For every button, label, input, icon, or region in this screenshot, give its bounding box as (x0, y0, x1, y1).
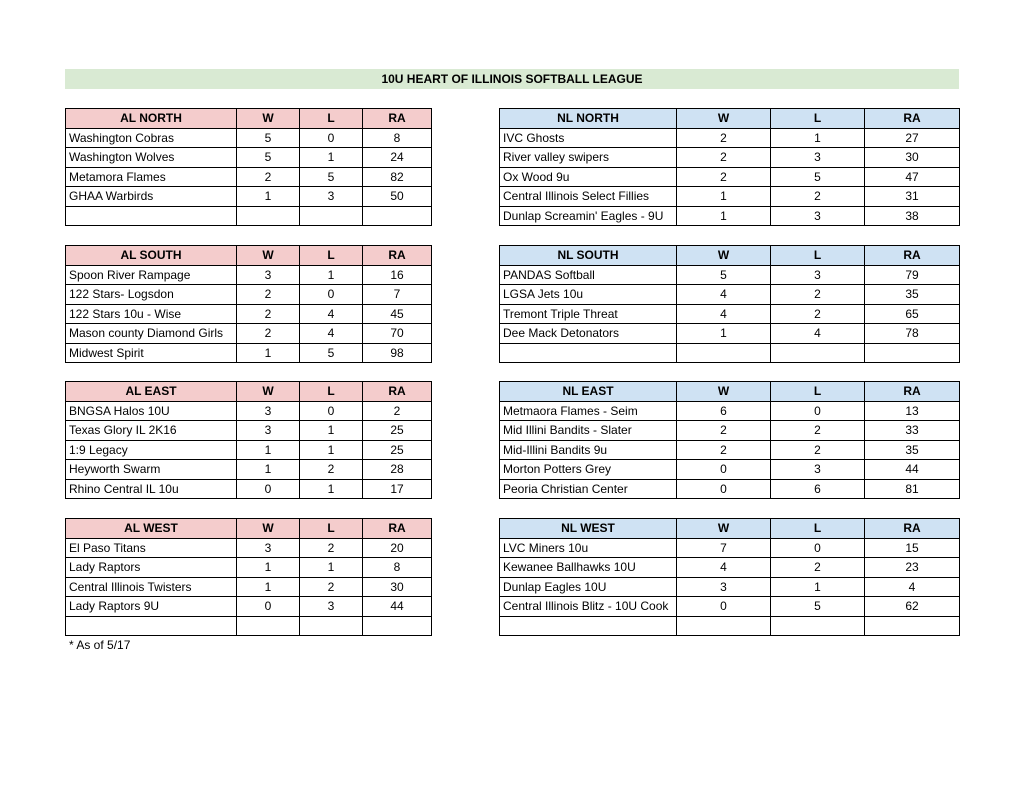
column-header-l: L (300, 519, 363, 539)
table-row (500, 597, 960, 617)
column-header-l: L (300, 246, 363, 266)
team-name-cell: Mid Illini Bandits - Slater (500, 421, 677, 441)
runs-allowed-cell: 31 (865, 187, 960, 207)
team-name-cell: Mason county Diamond Girls (66, 324, 237, 344)
losses-cell: 2 (300, 538, 363, 558)
losses-cell: 0 (771, 538, 865, 558)
division-table-nl-south (499, 245, 960, 363)
wins-cell: 2 (237, 167, 300, 187)
team-name-cell: El Paso Titans (66, 538, 237, 558)
team-name-cell (500, 616, 677, 636)
table-row (500, 148, 960, 168)
losses-cell: 1 (771, 577, 865, 597)
team-name-cell: 122 Stars 10u - Wise (66, 304, 237, 324)
division-table-al-west (65, 518, 432, 636)
team-name-cell: PANDAS Softball (500, 265, 677, 285)
losses-cell: 3 (300, 187, 363, 207)
table-row (66, 324, 432, 344)
runs-allowed-cell: 23 (865, 558, 960, 578)
losses-cell: 1 (771, 128, 865, 148)
wins-cell: 0 (677, 597, 771, 617)
runs-allowed-cell: 78 (865, 324, 960, 344)
runs-allowed-cell: 45 (363, 304, 432, 324)
column-header-ra: RA (363, 246, 432, 266)
table-row (66, 558, 432, 578)
table-row (500, 265, 960, 285)
wins-cell: 1 (237, 440, 300, 460)
wins-cell: 7 (677, 538, 771, 558)
team-name-cell: LVC Miners 10u (500, 538, 677, 558)
wins-cell: 2 (237, 285, 300, 305)
column-header-ra: RA (363, 519, 432, 539)
team-name-cell: IVC Ghosts (500, 128, 677, 148)
team-name-cell: Spoon River Rampage (66, 265, 237, 285)
runs-allowed-cell: 17 (363, 479, 432, 499)
team-name-cell: Lady Raptors (66, 558, 237, 578)
table-header-row (66, 246, 432, 266)
losses-cell: 5 (300, 167, 363, 187)
table-row (66, 206, 432, 226)
team-name-cell: Lady Raptors 9U (66, 597, 237, 617)
table-row (500, 304, 960, 324)
losses-cell: 1 (300, 421, 363, 441)
runs-allowed-cell: 30 (363, 577, 432, 597)
table-row (66, 401, 432, 421)
runs-allowed-cell: 30 (865, 148, 960, 168)
runs-allowed-cell: 81 (865, 479, 960, 499)
runs-allowed-cell: 16 (363, 265, 432, 285)
runs-allowed-cell (363, 616, 432, 636)
column-header-ra: RA (865, 109, 960, 129)
table-row (66, 187, 432, 207)
team-name-cell: Washington Cobras (66, 128, 237, 148)
losses-cell: 2 (771, 187, 865, 207)
wins-cell: 1 (237, 343, 300, 363)
runs-allowed-cell: 7 (363, 285, 432, 305)
table-row (66, 538, 432, 558)
table-row (66, 616, 432, 636)
wins-cell: 2 (677, 167, 771, 187)
table-header-row (66, 382, 432, 402)
table-row (500, 577, 960, 597)
table-row (66, 343, 432, 363)
league-title: 10U HEART OF ILLINOIS SOFTBALL LEAGUE (65, 69, 959, 89)
losses-cell (300, 206, 363, 226)
table-row (500, 479, 960, 499)
runs-allowed-cell: 13 (865, 401, 960, 421)
table-row (500, 128, 960, 148)
team-name-cell: Dunlap Eagles 10U (500, 577, 677, 597)
team-name-cell: LGSA Jets 10u (500, 285, 677, 305)
runs-allowed-cell: 65 (865, 304, 960, 324)
wins-cell: 0 (237, 479, 300, 499)
runs-allowed-cell: 4 (865, 577, 960, 597)
column-header-w: W (237, 109, 300, 129)
losses-cell: 1 (300, 148, 363, 168)
wins-cell: 1 (677, 187, 771, 207)
column-header-l: L (300, 382, 363, 402)
column-header-l: L (771, 246, 865, 266)
wins-cell (677, 343, 771, 363)
losses-cell: 5 (771, 597, 865, 617)
division-name: AL EAST (66, 382, 237, 402)
runs-allowed-cell: 25 (363, 421, 432, 441)
table-row (500, 401, 960, 421)
column-header-l: L (771, 519, 865, 539)
runs-allowed-cell (865, 343, 960, 363)
losses-cell: 4 (300, 324, 363, 344)
runs-allowed-cell: 44 (865, 460, 960, 480)
losses-cell: 2 (300, 577, 363, 597)
wins-cell: 2 (677, 421, 771, 441)
losses-cell: 3 (771, 265, 865, 285)
runs-allowed-cell: 98 (363, 343, 432, 363)
losses-cell: 3 (300, 597, 363, 617)
table-row (500, 421, 960, 441)
table-row (500, 324, 960, 344)
team-name-cell: 1:9 Legacy (66, 440, 237, 460)
runs-allowed-cell: 25 (363, 440, 432, 460)
losses-cell: 2 (771, 440, 865, 460)
runs-allowed-cell (865, 616, 960, 636)
wins-cell: 0 (237, 597, 300, 617)
table-row (66, 148, 432, 168)
column-header-ra: RA (865, 382, 960, 402)
losses-cell: 5 (300, 343, 363, 363)
team-name-cell: Mid-Illini Bandits 9u (500, 440, 677, 460)
table-row (500, 343, 960, 363)
losses-cell: 2 (771, 285, 865, 305)
wins-cell: 1 (237, 460, 300, 480)
table-row (66, 440, 432, 460)
wins-cell: 1 (237, 577, 300, 597)
division-table-nl-west (499, 518, 960, 636)
footnote: * As of 5/17 (69, 638, 131, 652)
losses-cell: 4 (771, 324, 865, 344)
runs-allowed-cell: 28 (363, 460, 432, 480)
table-row (66, 285, 432, 305)
losses-cell: 0 (300, 401, 363, 421)
team-name-cell: River valley swipers (500, 148, 677, 168)
losses-cell: 4 (300, 304, 363, 324)
team-name-cell: Central Illinois Select Fillies (500, 187, 677, 207)
table-row (66, 421, 432, 441)
table-row (66, 167, 432, 187)
division-table-nl-north (499, 108, 960, 226)
column-header-w: W (237, 519, 300, 539)
losses-cell: 1 (300, 440, 363, 460)
column-header-l: L (771, 109, 865, 129)
wins-cell: 3 (237, 421, 300, 441)
team-name-cell: Ox Wood 9u (500, 167, 677, 187)
losses-cell (771, 616, 865, 636)
runs-allowed-cell: 50 (363, 187, 432, 207)
column-header-w: W (237, 382, 300, 402)
team-name-cell: Morton Potters Grey (500, 460, 677, 480)
division-table-al-north (65, 108, 432, 226)
losses-cell (300, 616, 363, 636)
table-row (66, 479, 432, 499)
table-row (66, 460, 432, 480)
division-name: NL EAST (500, 382, 677, 402)
losses-cell: 1 (300, 479, 363, 499)
table-row (66, 304, 432, 324)
losses-cell: 0 (300, 128, 363, 148)
team-name-cell: Midwest Spirit (66, 343, 237, 363)
table-header-row (500, 246, 960, 266)
wins-cell: 2 (237, 304, 300, 324)
column-header-w: W (677, 109, 771, 129)
wins-cell: 4 (677, 285, 771, 305)
runs-allowed-cell: 44 (363, 597, 432, 617)
wins-cell: 0 (677, 479, 771, 499)
table-header-row (500, 519, 960, 539)
losses-cell: 6 (771, 479, 865, 499)
losses-cell: 0 (300, 285, 363, 305)
runs-allowed-cell: 24 (363, 148, 432, 168)
table-row (500, 460, 960, 480)
table-row (500, 285, 960, 305)
losses-cell: 3 (771, 460, 865, 480)
table-row (66, 265, 432, 285)
table-row (500, 167, 960, 187)
losses-cell: 2 (771, 421, 865, 441)
wins-cell: 5 (237, 128, 300, 148)
column-header-l: L (771, 382, 865, 402)
wins-cell: 1 (237, 187, 300, 207)
table-row (500, 538, 960, 558)
table-row (66, 597, 432, 617)
division-name: NL NORTH (500, 109, 677, 129)
team-name-cell: Metamora Flames (66, 167, 237, 187)
wins-cell: 5 (677, 265, 771, 285)
wins-cell: 2 (237, 324, 300, 344)
wins-cell (237, 206, 300, 226)
table-row (500, 558, 960, 578)
losses-cell: 2 (771, 558, 865, 578)
team-name-cell (500, 343, 677, 363)
runs-allowed-cell: 35 (865, 285, 960, 305)
division-table-nl-east (499, 381, 960, 499)
team-name-cell: Metmaora Flames - Seim (500, 401, 677, 421)
column-header-w: W (237, 246, 300, 266)
wins-cell: 2 (677, 148, 771, 168)
table-header-row (66, 519, 432, 539)
column-header-w: W (677, 519, 771, 539)
wins-cell: 2 (677, 128, 771, 148)
wins-cell: 5 (237, 148, 300, 168)
runs-allowed-cell: 82 (363, 167, 432, 187)
team-name-cell: Central Illinois Blitz - 10U Cook (500, 597, 677, 617)
division-name: NL WEST (500, 519, 677, 539)
wins-cell: 4 (677, 304, 771, 324)
team-name-cell: Dunlap Screamin' Eagles - 9U (500, 206, 677, 226)
runs-allowed-cell: 38 (865, 206, 960, 226)
team-name-cell: Central Illinois Twisters (66, 577, 237, 597)
wins-cell: 1 (237, 558, 300, 578)
runs-allowed-cell: 15 (865, 538, 960, 558)
wins-cell (237, 616, 300, 636)
division-name: AL SOUTH (66, 246, 237, 266)
column-header-ra: RA (865, 246, 960, 266)
team-name-cell (66, 616, 237, 636)
wins-cell: 3 (677, 577, 771, 597)
losses-cell (771, 343, 865, 363)
table-header-row (500, 109, 960, 129)
team-name-cell: Kewanee Ballhawks 10U (500, 558, 677, 578)
losses-cell: 1 (300, 558, 363, 578)
team-name-cell (66, 206, 237, 226)
wins-cell: 0 (677, 460, 771, 480)
division-name: AL WEST (66, 519, 237, 539)
table-row (500, 187, 960, 207)
team-name-cell: Texas Glory IL 2K16 (66, 421, 237, 441)
team-name-cell: Rhino Central IL 10u (66, 479, 237, 499)
runs-allowed-cell: 62 (865, 597, 960, 617)
table-row (500, 616, 960, 636)
wins-cell: 4 (677, 558, 771, 578)
runs-allowed-cell: 35 (865, 440, 960, 460)
losses-cell: 1 (300, 265, 363, 285)
losses-cell: 0 (771, 401, 865, 421)
team-name-cell: Washington Wolves (66, 148, 237, 168)
wins-cell: 6 (677, 401, 771, 421)
table-header-row (500, 382, 960, 402)
division-table-al-east (65, 381, 432, 499)
wins-cell: 3 (237, 538, 300, 558)
column-header-l: L (300, 109, 363, 129)
column-header-ra: RA (363, 109, 432, 129)
runs-allowed-cell: 79 (865, 265, 960, 285)
runs-allowed-cell: 47 (865, 167, 960, 187)
team-name-cell: BNGSA Halos 10U (66, 401, 237, 421)
wins-cell: 3 (237, 401, 300, 421)
table-row (500, 206, 960, 226)
column-header-ra: RA (363, 382, 432, 402)
losses-cell: 5 (771, 167, 865, 187)
losses-cell: 3 (771, 206, 865, 226)
runs-allowed-cell: 2 (363, 401, 432, 421)
runs-allowed-cell: 70 (363, 324, 432, 344)
wins-cell: 3 (237, 265, 300, 285)
losses-cell: 2 (771, 304, 865, 324)
wins-cell: 1 (677, 206, 771, 226)
table-row (66, 128, 432, 148)
losses-cell: 2 (300, 460, 363, 480)
column-header-w: W (677, 382, 771, 402)
table-row (500, 440, 960, 460)
wins-cell: 1 (677, 324, 771, 344)
runs-allowed-cell: 8 (363, 128, 432, 148)
table-header-row (66, 109, 432, 129)
runs-allowed-cell: 27 (865, 128, 960, 148)
team-name-cell: Dee Mack Detonators (500, 324, 677, 344)
column-header-ra: RA (865, 519, 960, 539)
runs-allowed-cell: 8 (363, 558, 432, 578)
table-row (66, 577, 432, 597)
wins-cell (677, 616, 771, 636)
runs-allowed-cell: 20 (363, 538, 432, 558)
team-name-cell: Heyworth Swarm (66, 460, 237, 480)
wins-cell: 2 (677, 440, 771, 460)
division-table-al-south (65, 245, 432, 363)
runs-allowed-cell (363, 206, 432, 226)
team-name-cell: Tremont Triple Threat (500, 304, 677, 324)
division-name: AL NORTH (66, 109, 237, 129)
team-name-cell: Peoria Christian Center (500, 479, 677, 499)
team-name-cell: 122 Stars- Logsdon (66, 285, 237, 305)
column-header-w: W (677, 246, 771, 266)
team-name-cell: GHAA Warbirds (66, 187, 237, 207)
losses-cell: 3 (771, 148, 865, 168)
division-name: NL SOUTH (500, 246, 677, 266)
runs-allowed-cell: 33 (865, 421, 960, 441)
